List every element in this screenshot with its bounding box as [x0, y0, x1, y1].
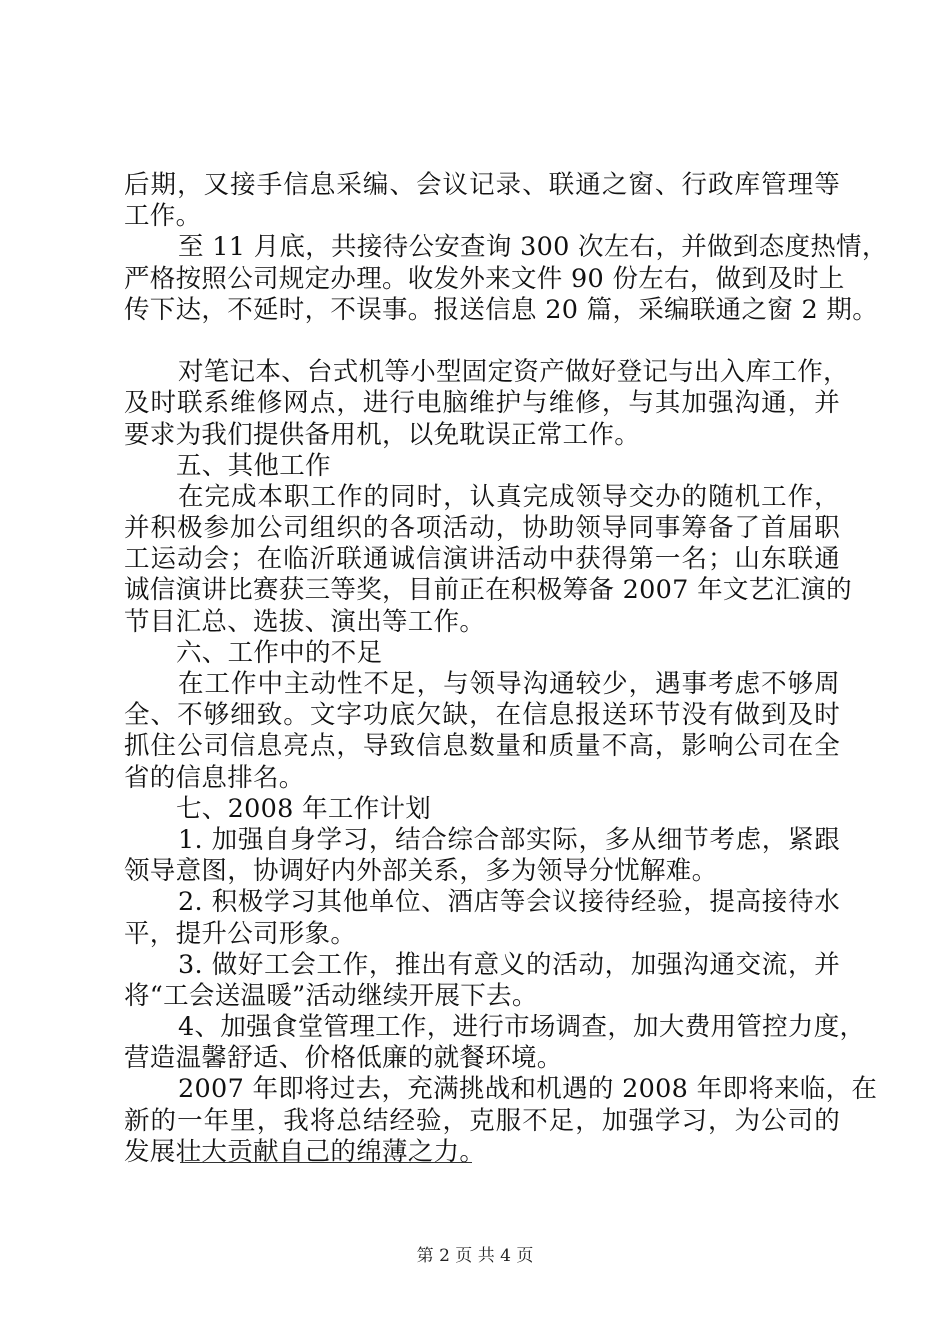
- text-line: 营造温馨舒适、价格低廉的就餐环境。: [124, 1043, 563, 1074]
- text-line: 五、其他工作: [176, 450, 331, 481]
- text-line: 平，提升公司形象。: [124, 918, 357, 949]
- text-line: 并积极参加公司组织的各项活动，协助领导同事筹备了首届职: [124, 513, 840, 544]
- blank-line: [124, 326, 840, 357]
- text-line: 新的一年里，我将总结经验，克服不足，加强学习，为公司的: [124, 1105, 840, 1136]
- text-line: 及时联系维修网点，进行电脑维护与维修，与其加强沟通，并: [124, 388, 840, 419]
- text-line: 传下达，不延时，不误事。报送信息 20 篇，采编联通之窗 2 期。: [124, 294, 878, 325]
- text-line: 诚信演讲比赛获三等奖，目前正在积极筹备 2007 年文艺汇演的: [124, 575, 852, 606]
- text-line: 要求为我们提供备用机，以免耽误正常工作。: [124, 419, 641, 450]
- text-line: 在工作中主动性不足，与领导沟通较少，遇事考虑不够周: [178, 669, 840, 699]
- text-line: 将“工会送温暖”活动继续开展下去。: [124, 980, 538, 1011]
- text-line: 七、2008 年工作计划: [176, 793, 432, 824]
- text-line: 在完成本职工作的同时，认真完成领导交办的随机工作，: [178, 481, 840, 512]
- text-line: 2. 积极学习其他单位、酒店等会议接待经验，提高接待水: [178, 887, 840, 918]
- text-line: 4、加强食堂管理工作，进行市场调查，加大费用管控力度，: [178, 1012, 866, 1043]
- text-line: 六、工作中的不足: [176, 637, 383, 668]
- text-line: 抓住公司信息亮点，导致信息数量和质量不高，影响公司在全: [124, 731, 840, 762]
- page-footer: 第 2 页 共 4 页: [416, 1246, 534, 1266]
- document-body: [124, 170, 888, 1168]
- text-line: 后期，又接手信息采编、会议记录、联通之窗、行政库管理等: [124, 170, 840, 200]
- text-line: 领导意图，协调好内外部关系，多为领导分忧解难。: [124, 856, 718, 887]
- text-line: 省的信息排名。: [124, 762, 305, 793]
- text-line: 对笔记本、台式机等小型固定资产做好登记与出入库工作，: [178, 357, 849, 388]
- text-line: 至 11 月底，共接待公安查询 300 次左右，并做到态度热情，: [178, 232, 888, 263]
- text-line: 工作。: [124, 201, 202, 232]
- text-line: 全、不够细致。文字功底欠缺，在信息报送环节没有做到及时: [124, 700, 840, 731]
- text-line: 2007 年即将过去，充满挑战和机遇的 2008 年即将来临，在: [178, 1074, 878, 1105]
- text-line: 3. 做好工会工作，推出有意义的活动，加强沟通交流，并: [178, 949, 840, 980]
- text-line: 发展壮大贡献自己的绵薄之力。: [124, 1136, 486, 1167]
- text-line: 严格按照公司规定办理。收发外来文件 90 份左右，做到及时上: [124, 263, 845, 294]
- text-line: 1. 加强自身学习，结合综合部实际，多从细节考虑，紧跟: [178, 824, 840, 855]
- text-line: 节目汇总、选拔、演出等工作。: [124, 606, 486, 637]
- separator-line: [180, 1162, 472, 1163]
- text-line: 工运动会；在临沂联通诚信演讲活动中获得第一名；山东联通: [124, 544, 840, 575]
